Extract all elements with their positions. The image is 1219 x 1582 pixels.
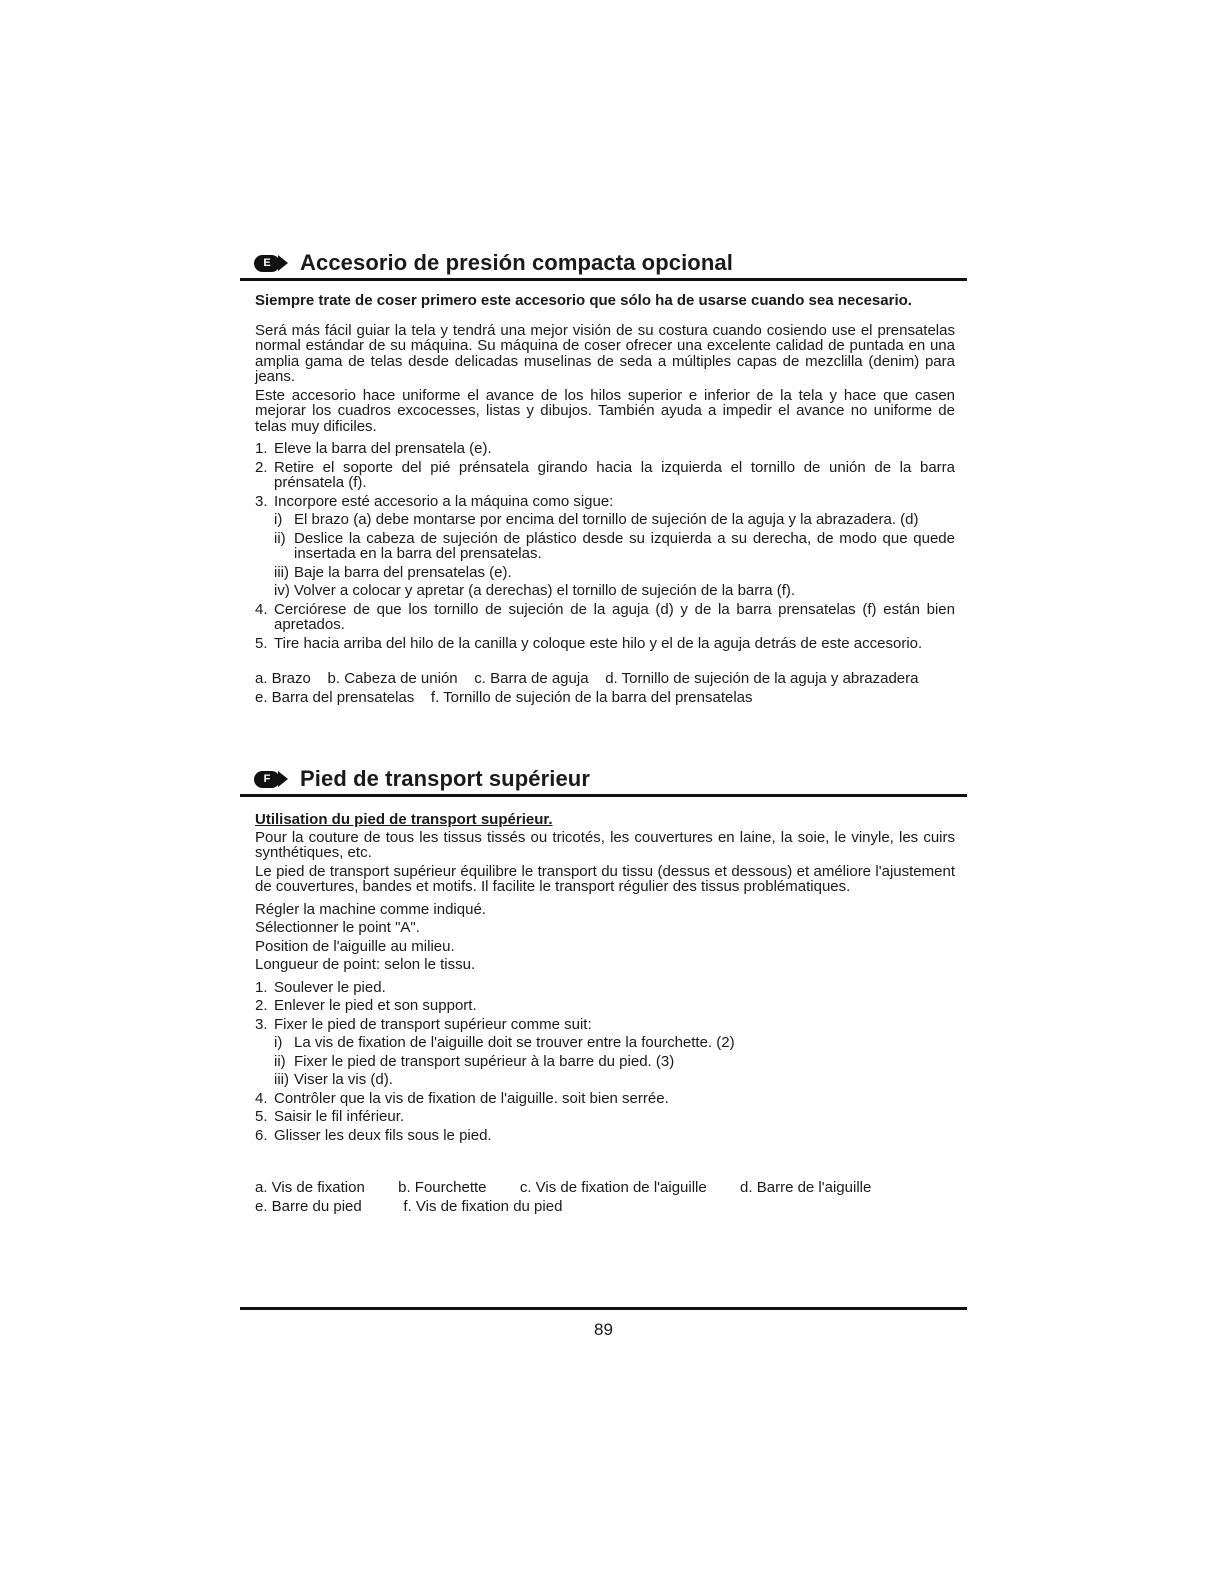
page-number: 89 — [594, 1320, 613, 1339]
list-item: ii) Fixer le pied de transport supérieur à la barre du pied. (3) — [274, 1052, 675, 1070]
list-item: 3. Incorpore esté accesorio a la máquina como sigue: — [255, 492, 614, 510]
legend-line: e. Barre du pied f. Vis de fixation du pied — [255, 1197, 563, 1215]
footer-divider — [240, 1307, 967, 1310]
list-item: iii) Baje la barra del prensatelas (e). — [274, 563, 512, 581]
list-item: 1. Eleve la barra del prensatela (e). — [255, 440, 492, 457]
section-e-body — [240, 293, 967, 705]
section-e-badge-letter: E — [254, 255, 280, 272]
list-item: 5. Tire hacia arriba del hilo de la canilla y coloque este hilo y el de la aguja detrás de este accesorio. — [255, 634, 923, 652]
section-f-steps-continued — [255, 1091, 955, 1144]
section-e-header — [240, 248, 967, 281]
list-item: 4. Contrôler que la vis de fixation de l'aiguille. soit bien serrée. — [255, 1089, 669, 1107]
list-item: 2. Retire el soporte del pié prénsatela girando hacia la izquierda el tornillo de unión de la barra prénsatela (f). — [255, 458, 955, 491]
list-item: 3. Fixer le pied de transport supérieur comme suit: — [255, 1015, 592, 1033]
section-f-substeps — [255, 1035, 955, 1088]
setting-line: Longueur de point: selon le tissu. — [255, 956, 476, 973]
arrow-right-icon — [278, 255, 288, 271]
section-f-para-1: Pour la couture de tous les tissus tissés ou tricotés, les couvertures en laine, la soie, le vinyle, les cuirs synthétiques, etc. — [255, 828, 955, 861]
list-item: i) El brazo (a) debe montarse por encima del tornillo de sujeción de la aguja y la abrazadera. (d) — [274, 511, 919, 528]
section-f-steps — [255, 980, 955, 1033]
section-e-steps-continued — [255, 602, 955, 652]
list-item: ii) Deslice la cabeza de sujeción de plástico desde su izquierda a su derecha, de modo que quede insertada en la barra del prensatelas. — [274, 529, 955, 562]
section-e — [240, 248, 967, 705]
section-f-header — [240, 764, 967, 797]
arrow-right-icon — [278, 771, 288, 787]
list-item: 5. Saisir le fil inférieur. — [255, 1108, 405, 1125]
list-item: 2. Enlever le pied et son support. — [255, 997, 477, 1014]
list-item: iv) Volver a colocar y apretar (a derechas) el tornillo de sujeción de la barra (f). — [274, 582, 796, 599]
section-e-para-1: Será más fácil guiar la tela y tendrá una mejor visión de su costura cuando cosiendo use el prensatelas normal estándar de su máquina. Su máquina de coser ofrecer una excelente calidad de puntada en una amplia gama de telas desde delicadas muselinas de seda a múltiples capas de mezclilla (denim) para jeans. — [255, 321, 955, 385]
legend-line: e. Barra del prensatelas f. Tornillo de sujeción de la barra del prensatelas — [255, 688, 753, 706]
section-f-para-2: Le pied de transport supérieur équilibre le transport du tissu (dessus et dessous) et améliore l'ajustement de couvertures, bandes et motifs. Il facilite le transport régulier des tissus problématiques. — [255, 862, 955, 895]
section-f-title: Pied de transport supérieur — [300, 766, 590, 791]
list-item: iii) Viser la vis (d). — [274, 1071, 393, 1088]
section-f-badge — [254, 771, 288, 788]
list-item: 4. Cerciórese de que los tornillo de sujeción de la aguja (d) y de la barra prensatelas (f) están bien apretados. — [255, 600, 955, 633]
setting-line: Sélectionner le point "A". — [255, 919, 420, 936]
section-f-settings — [255, 902, 955, 973]
section-e-substeps — [255, 512, 955, 599]
list-item: 1. Soulever le pied. — [255, 978, 386, 996]
section-f-body — [240, 812, 967, 1214]
section-e-para-2: Este accesorio hace uniforme el avance de los hilos superior e inferior de la tela y hace que casen mejorar los cuadros excocesses, listas y dibujos. También ayuda a impedir el avance no uniforme de telas muy dificiles. — [255, 386, 955, 435]
section-e-legend — [255, 671, 955, 705]
legend-line: a. Vis de fixation b. Fourchette c. Vis de fixation de l'aiguille d. Barre de l'aiguille — [255, 1179, 872, 1196]
section-e-title: Accesorio de presión compacta opcional — [300, 250, 733, 275]
section-e-badge — [254, 255, 288, 272]
section-f-subhead: Utilisation du pied de transport supérieur. — [255, 811, 553, 828]
section-e-steps — [255, 441, 955, 509]
setting-line: Position de l'aiguille au milieu. — [255, 937, 455, 955]
section-f-badge-letter: F — [254, 771, 280, 788]
list-item: i) La vis de fixation de l'aiguille doit se trouver entre la fourchette. (2) — [274, 1034, 735, 1051]
setting-line: Régler la machine comme indiqué. — [255, 900, 486, 918]
section-f — [240, 764, 967, 1214]
list-item: 6. Glisser les deux fils sous le pied. — [255, 1126, 492, 1144]
section-e-lead: Siempre trate de coser primero este accesorio que sólo ha de usarse cuando sea necesario. — [255, 292, 912, 309]
section-f-legend — [255, 1180, 955, 1214]
legend-line: a. Brazo b. Cabeza de unión c. Barra de aguja d. Tornillo de sujeción de la aguja y abrazadera — [255, 670, 919, 687]
